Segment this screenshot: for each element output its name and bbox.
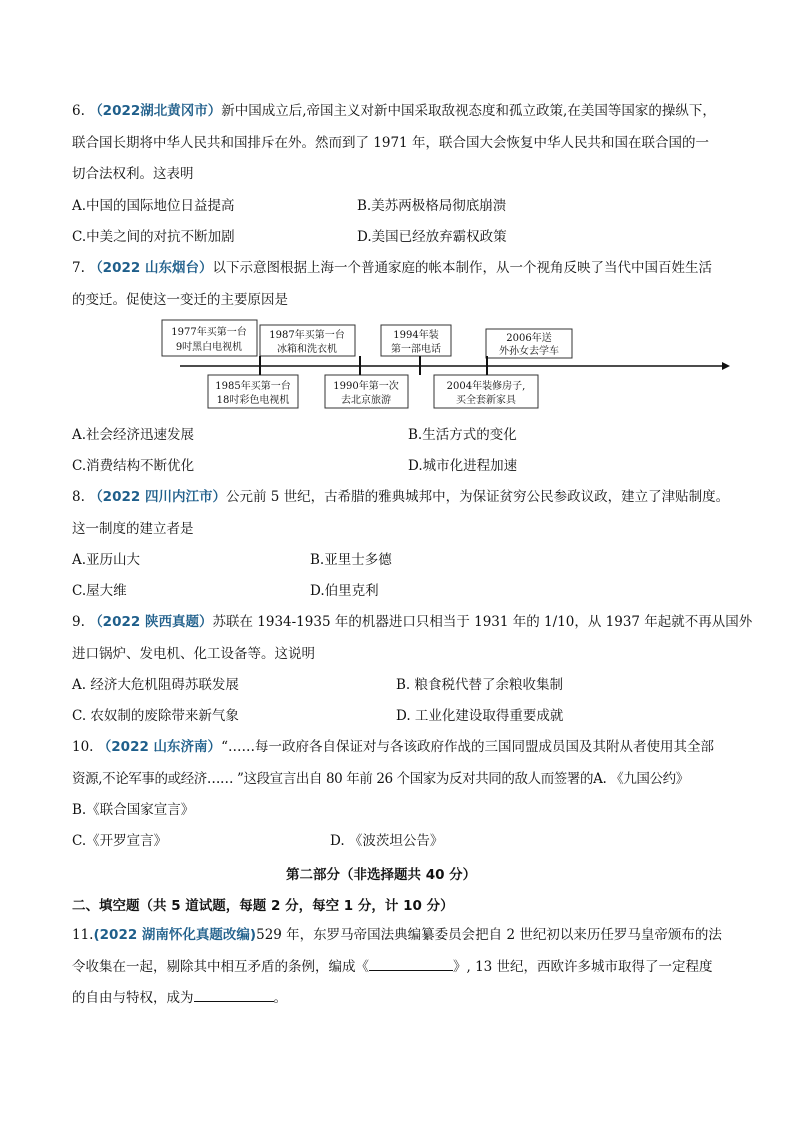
q10-line1 [72, 737, 714, 757]
timeline-box-1985-line2: 18吋彩色电视机 [216, 395, 290, 406]
q6-line3: 切合法权利。这表明 [72, 166, 194, 182]
q10-number: 10. [72, 739, 94, 755]
q8-option-a: A.亚历山大 [72, 552, 141, 568]
q8-option-d: D.伯里克利 [310, 583, 379, 599]
q9-source: （2022 陕西真题） [89, 614, 213, 630]
q7-line1 [72, 258, 712, 278]
q8-line1 [72, 487, 729, 507]
q7-option-b: B.生活方式的变化 [408, 427, 517, 443]
q11-line1 [72, 925, 722, 945]
timeline-box-2006-line2: 外孙女去学车 [499, 346, 559, 357]
q11-line3 [72, 988, 287, 1008]
q11-source: (2022 湖南怀化真题改编) [93, 927, 257, 943]
q11-text-2a: 令收集在一起，剔除其中相互矛盾的条例，编成《 [72, 959, 369, 975]
timeline-box-1987-line2: 冰箱和洗衣机 [277, 344, 337, 355]
q8-source: （2022 四川内江市） [89, 489, 226, 505]
q8-text-1: 公元前 5 世纪，古希腊的雅典城邦中，为保证贫穷公民参政议政，建立了津贴制度。 [225, 489, 730, 505]
q10-text-1: “……每一政府各自保证对与各该政府作战的三国同盟成员国及其附从者使用其全部 [221, 739, 714, 755]
timeline-box-2004-line2: 买全套新家具 [456, 395, 516, 406]
q9-option-d: D. 工业化建设取得重要成就 [396, 708, 564, 724]
q10-option-c: C.《开罗宣言》 [72, 833, 168, 849]
q6-option-d: D.美国已经放弃霸权政策 [357, 229, 507, 245]
q10-option-b: B.《联合国家宣言》 [72, 802, 195, 818]
q9-number: 9. [72, 614, 85, 630]
q10-source: （2022 山东济南） [97, 739, 222, 755]
timeline-box-1994-line2: 第一部电话 [391, 344, 441, 355]
q8-line2: 这一制度的建立者是 [72, 521, 194, 537]
q8-number: 8. [72, 489, 85, 505]
timeline-box-2006-line1: 2006年送 [506, 333, 552, 344]
timeline-box-1994-line1: 1994年装 [393, 330, 439, 341]
q6-number: 6. [72, 103, 85, 119]
q11-text-3b: 。 [273, 990, 287, 1006]
q6-line1 [72, 101, 716, 121]
timeline-box-1977-line2: 9吋黑白电视机 [175, 342, 243, 353]
q11-text-2b: 》, 13 世纪，西欧许多城市取得了一定程度 [453, 959, 713, 975]
q11-blank-2[interactable] [194, 988, 274, 1002]
q6-source: （2022湖北黄冈市） [89, 103, 222, 119]
q7-text-1: 以下示意图根据上海一个普通家庭的帐本制作，从一个视角反映了当代中国百姓生活 [212, 260, 712, 276]
q7-source: （2022 山东烟台） [89, 260, 213, 276]
q6-option-b: B.美苏两极格局彻底崩溃 [357, 198, 507, 214]
timeline-box-1977-line1: 1977年买第一台 [171, 327, 247, 338]
q7-option-d: D.城市化进程加速 [408, 458, 518, 474]
q11-text-3a: 的自由与特权，成为 [72, 990, 194, 1006]
q9-line1 [72, 612, 752, 632]
q11-text-1: 529 年，东罗马帝国法典编纂委员会把自 2 世纪初以来历任罗马皇帝颁布的法 [256, 927, 722, 943]
q9-text-1: 苏联在 1934-1935 年的机器进口只相当于 1931 年的 1/10，从 1937 年起就不再从国外 [212, 614, 753, 630]
section-fill-in-blank-heading: 二、填空题（共 5 道试题，每题 2 分，每空 1 分，计 10 分） [72, 898, 454, 914]
q8-option-c: C.屋大维 [72, 583, 127, 599]
q7-option-a: A.社会经济迅速发展 [72, 427, 195, 443]
timeline-arrow [722, 362, 730, 370]
q10-option-d: D. 《波茨坦公告》 [330, 833, 444, 849]
timeline-diagram [150, 315, 730, 415]
q11-line2 [72, 957, 713, 977]
q6-line2: 联合国长期将中华人民共和国排斥在外。然而到了 1971 年，联合国大会恢复中华人民共和国在联合国的一 [72, 135, 709, 151]
q11-blank-1[interactable] [369, 957, 453, 971]
q8-option-b: B.亚里士多德 [310, 552, 392, 568]
timeline-box-2004-line1: 2004年装修房子, [446, 381, 526, 392]
q6-text-1: 新中国成立后,帝国主义对新中国采取敌视态度和孤立政策,在美国等国家的操纵下， [221, 103, 716, 119]
q11-number: 11. [72, 927, 94, 943]
q9-line2: 进口锅炉、发电机、化工设备等。这说明 [72, 646, 315, 662]
q6-option-c: C.中美之间的对抗不断加剧 [72, 229, 235, 245]
q9-option-b: B. 粮食税代替了余粮收集制 [396, 677, 564, 693]
timeline-box-1990-line1: 1990年第一次 [333, 381, 399, 392]
q6-option-a: A.中国的国际地位日益提高 [72, 198, 235, 214]
q7-option-c: C.消费结构不断优化 [72, 458, 195, 474]
timeline-box-1990-line2: 去北京旅游 [341, 395, 391, 406]
q9-option-c: C. 农奴制的废除带来新气象 [72, 708, 239, 724]
part-two-heading: 第二部分（非选择题共 40 分） [286, 867, 477, 883]
timeline-box-1987-line1: 1987年买第一台 [269, 330, 345, 341]
timeline-box-1985-line1: 1985年买第一台 [215, 381, 291, 392]
q9-option-a: A. 经济大危机阻碍苏联发展 [72, 677, 239, 693]
q7-number: 7. [72, 260, 85, 276]
q7-line2: 的变迁。促使这一变迁的主要原因是 [72, 292, 288, 308]
q10-line2: 资源,不论军事的或经济…… ”这段宣言出自 80 年前 26 个国家为反对共同的敌人而签署的A. 《九国公约》 [72, 771, 689, 787]
